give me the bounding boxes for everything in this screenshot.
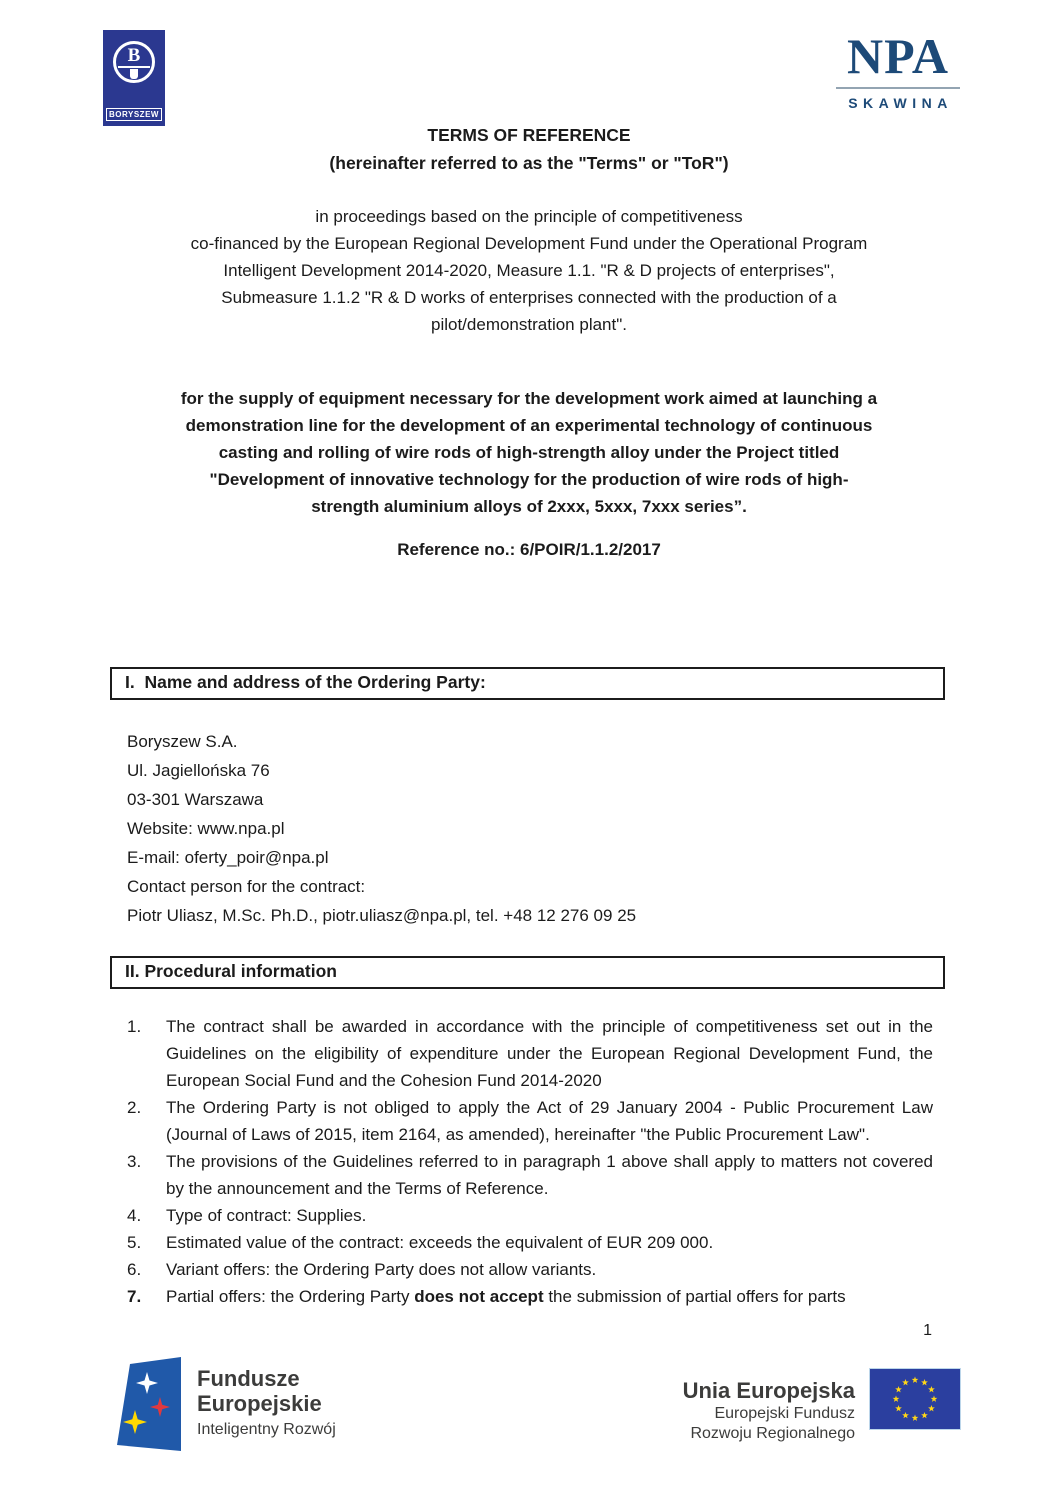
subject-line: strength aluminium alloys of 2xxx, 5xxx, 7xxx series”. — [311, 497, 747, 516]
unia-europejska-label — [595, 1378, 855, 1444]
address-line: Boryszew S.A. — [127, 732, 238, 751]
intro-line: Intelligent Development 2014-2020, Measure 1.1. "R & D projects of enterprises", — [223, 261, 835, 280]
subject-line: "Development of innovative technology for the production of wire rods of high- — [209, 470, 849, 489]
list-item — [127, 1094, 933, 1148]
address-line-email: E-mail: oferty_poir@npa.pl — [127, 848, 329, 867]
fundusze-europejskie-label — [197, 1366, 336, 1439]
ordering-party-address — [127, 727, 636, 930]
section-1-heading: I. Name and address of the Ordering Party: — [110, 667, 945, 700]
eu-flag-icon — [869, 1368, 961, 1435]
address-line: 03-301 Warszawa — [127, 790, 264, 809]
intro-line: co-financed by the European Regional Development Fund under the Operational Program — [190, 234, 868, 253]
boryszew-letter: B — [127, 45, 141, 66]
item7-suffix: the submission of partial offers for parts — [543, 1287, 846, 1306]
page-number: 1 — [923, 1322, 932, 1339]
list-item-text: Estimated value of the contract: exceeds the equivalent of EUR 209 000. — [166, 1233, 714, 1252]
list-item-text: The provisions of the Guidelines referred to in paragraph 1 above shall apply to matters not covered by the announcement and the Terms of Reference. — [166, 1152, 933, 1198]
list-item-number: 1. — [127, 1017, 142, 1036]
list-item-number: 7. — [127, 1287, 142, 1306]
list-item-text: The contract shall be awarded in accordance with the principle of competitiveness set out in the Guidelines on the eligibility of expenditure under the European Regional Development Fund, the European Social Fund and the Cohesion Fund 2014-2020 — [166, 1017, 933, 1090]
section-2-heading: II. Procedural information — [110, 956, 945, 989]
list-item — [127, 1229, 933, 1256]
list-item-text: Type of contract: Supplies. — [166, 1206, 367, 1225]
intro-paragraph — [127, 203, 931, 338]
list-item — [127, 1013, 933, 1094]
subject-paragraph — [127, 385, 931, 520]
list-item-text — [166, 1283, 933, 1310]
address-line-contact: Piotr Uliasz, M.Sc. Ph.D., piotr.uliasz@npa.pl, tel. +48 12 276 09 25 — [127, 906, 637, 925]
boryszew-logo — [103, 30, 165, 126]
subject-line: for the supply of equipment necessary for the development work aimed at launching a — [180, 389, 878, 408]
list-item — [127, 1256, 933, 1283]
subject-line: demonstration line for the development of an experimental technology of continuous — [185, 416, 873, 435]
fundusze-title-line: Europejskie — [197, 1391, 322, 1416]
title-line-1: TERMS OF REFERENCE — [427, 125, 631, 145]
npa-logo — [833, 28, 963, 111]
list-item-number: 5. — [127, 1233, 142, 1252]
npa-city-label: SKAWINA — [848, 95, 953, 111]
document-title — [127, 121, 931, 177]
list-item-text: The Ordering Party is not obliged to apply the Act of 29 January 2004 - Public Procurement Law (Journal of Laws of 2015, item 2164, as amended), hereinafter "the Public Procurement Law". — [166, 1098, 933, 1144]
address-line: Contact person for the contract: — [127, 877, 366, 896]
procedural-list — [127, 1013, 933, 1310]
list-item-text: Variant offers: the Ordering Party does not allow variants. — [166, 1260, 597, 1279]
fundusze-subtitle: Inteligentny Rozwój — [197, 1421, 336, 1438]
list-item — [127, 1148, 933, 1202]
boryszew-wordmark: BORYSZEW — [106, 108, 162, 121]
reference-number: Reference no.: 6/POIR/1.1.2/2017 — [397, 540, 661, 559]
subject-line: casting and rolling of wire rods of high-strength alloy under the Project titled — [218, 443, 840, 462]
npa-wordmark: NPA — [846, 28, 950, 84]
address-line-website: Website: www.npa.pl — [127, 819, 285, 838]
unia-subtitle-line: Europejski Fundusz — [714, 1405, 855, 1422]
npa-divider — [836, 87, 960, 89]
fundusze-europejskie-flag-icon — [117, 1357, 181, 1458]
list-item-number: 4. — [127, 1206, 142, 1225]
list-item — [127, 1283, 933, 1310]
intro-line: Submeasure 1.1.2 "R & D works of enterprises connected with the production of a — [221, 288, 837, 307]
list-item-number: 3. — [127, 1152, 142, 1171]
boryszew-vessel-icon — [130, 69, 138, 79]
intro-line: in proceedings based on the principle of competitiveness — [315, 207, 743, 226]
item7-bold: does not accept — [414, 1287, 544, 1306]
list-item-number: 2. — [127, 1098, 142, 1117]
intro-line: pilot/demonstration plant". — [431, 315, 627, 334]
item7-prefix: Partial offers: the Ordering Party — [166, 1287, 415, 1306]
title-line-2: (hereinafter referred to as the "Terms" or "ToR") — [329, 153, 729, 173]
list-item-number: 6. — [127, 1260, 142, 1279]
list-item — [127, 1202, 933, 1229]
fundusze-title-line: Fundusze — [197, 1366, 300, 1391]
boryszew-line — [118, 66, 150, 68]
unia-title: Unia Europejska — [682, 1378, 855, 1403]
address-line: Ul. Jagiellońska 76 — [127, 761, 270, 780]
unia-subtitle-line: Rozwoju Regionalnego — [690, 1425, 855, 1442]
boryszew-circle-icon — [113, 41, 155, 83]
